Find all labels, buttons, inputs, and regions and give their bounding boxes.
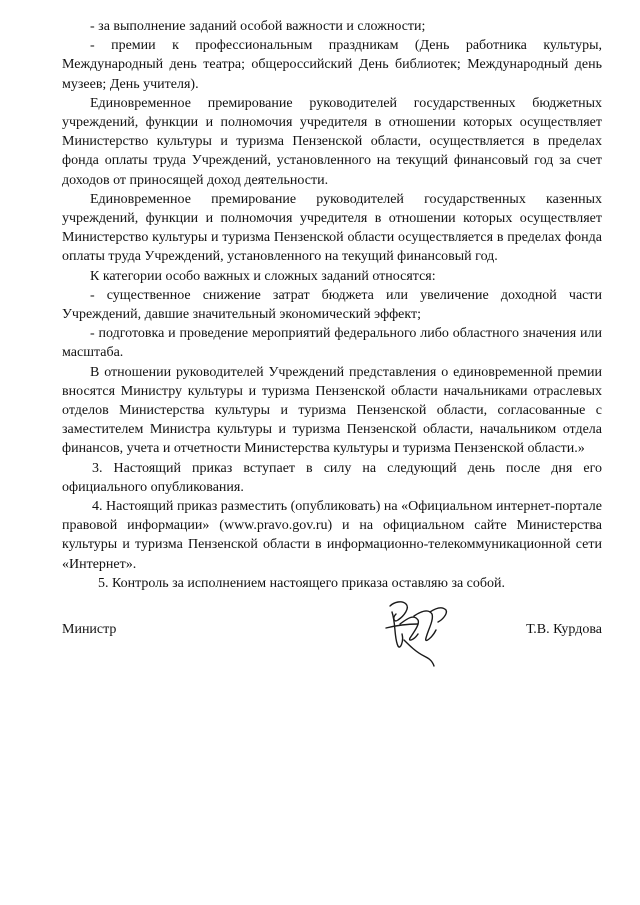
handwritten-signature xyxy=(380,594,460,674)
paragraph-budget-institutions: Единовременное премирование руководителей государственных бюджетных учреждений, функции и полномочия учредителя в отношении которых осуществляет Министерство культуры и туризма Пензенской области, осуществляется в пределах фонда оплаты труда Учреждений, установленного на текущий финансовый год за счет доходов от приносящей доход деятельности. xyxy=(62,95,602,188)
signature-block xyxy=(62,622,602,682)
clause-4-publication: 4. Настоящий приказ разместить (опубликовать) на «Официальном интернет-портале правовой информации» (www.pravo.gov.ru) и на официальном сайте Министерства культуры и туризма Пензенской области в информационно-телекоммуникационной сети «Интернет». xyxy=(62,499,602,572)
paragraph-state-institutions: Единовременное премирование руководителей государственных казенных учреждений, функции и полномочия учредителя в отношении которых осуществляет Министерство культуры и туризма Пензенской области осуществляется в пределах фонда оплаты труда Учреждений, установленного на текущий финансовый год. xyxy=(62,191,602,265)
paragraph-submission: В отношении руководителей Учреждений представления о единовременной премии вносятся Министру культуры и туризма Пензенской области начальниками отраслевых отделов Министерства культуры и туризма Пензенской области, согласованные с заместителем Министра культуры и туризма Пензенской области, начальником отдела финансов, учета и отчетности Министерства культуры и туризма Пензенской области.» xyxy=(62,364,602,457)
bullet-professional-holidays: - премии к профессиональным праздникам (День работника культуры, Международный день театра; общероссийский День библиотек; Международный день музеев; День учителя). xyxy=(62,38,602,92)
document-body xyxy=(62,17,602,593)
clause-3-effective-date: 3. Настоящий приказ вступает в силу на следующий день после дня его официального опубликования. xyxy=(62,460,602,495)
clause-5-control: 5. Контроль за исполнением настоящего приказа оставляю за собой. xyxy=(98,575,506,591)
bullet-events: - подготовка и проведение мероприятий федерального либо областного значения или масштаба. xyxy=(62,326,602,361)
bullet-special-tasks: - за выполнение заданий особой важности и сложности; xyxy=(90,19,426,34)
bullet-cost-reduction: - существенное снижение затрат бюджета или увеличение доходной части Учреждений, давшие значительный экономический эффект; xyxy=(62,287,602,323)
signatory-position: Министр xyxy=(62,622,117,637)
paragraph-important-tasks-intro: К категории особо важных и сложных заданий относятся: xyxy=(90,268,436,284)
signatory-name: Т.В. Курдова xyxy=(526,622,602,637)
